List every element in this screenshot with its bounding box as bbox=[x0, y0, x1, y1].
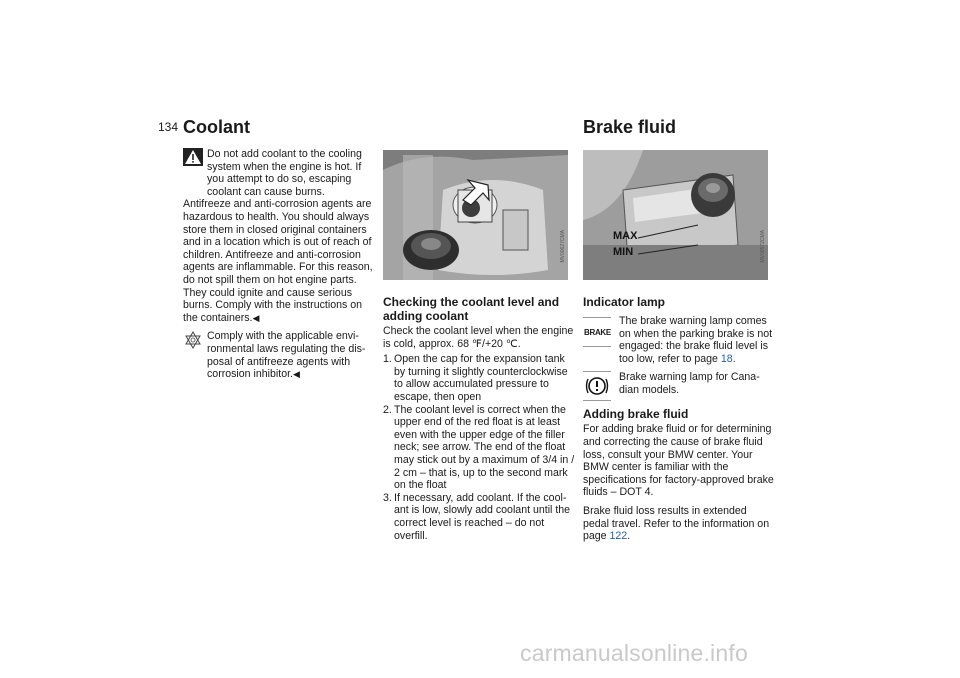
warning-text-2 bbox=[183, 198, 373, 324]
warning-triangle-icon bbox=[183, 148, 203, 166]
brake-warning-circle-icon bbox=[583, 372, 611, 400]
step-text: Open the cap for the expansion tank by turning it slightly counterclockwise to allow accumulated pressure to escape, then open bbox=[394, 353, 568, 403]
page-link-18[interactable]: 18 bbox=[720, 352, 733, 365]
step-item bbox=[383, 492, 575, 542]
coolant-image-code: MV00627CMA bbox=[560, 230, 566, 263]
min-label: MIN bbox=[613, 246, 634, 258]
step-item bbox=[383, 404, 575, 492]
step-number: 3. bbox=[383, 491, 392, 504]
brake-lamp-box bbox=[583, 317, 611, 347]
max-label: MAX bbox=[613, 230, 638, 242]
page-number: 134 bbox=[158, 120, 179, 134]
loss-text-b: . bbox=[627, 530, 631, 543]
checking-heading: Checking the coolant level and adding coolant bbox=[383, 295, 560, 323]
indicator-note bbox=[583, 315, 775, 365]
indicator-heading: Indicator lamp bbox=[583, 295, 666, 309]
indicator-text-a: The brake warning lamp comes on when the parking brake is not engaged: the brake fluid level is too low, refer to page bbox=[619, 315, 773, 365]
brake-reservoir-illustration bbox=[583, 150, 768, 280]
loss-text-a: Brake fluid loss results in extended pedal travel. Refer to the information on page bbox=[583, 504, 770, 543]
canada-note bbox=[583, 371, 775, 401]
environment-text bbox=[183, 330, 373, 380]
end-mark: ◀ bbox=[252, 312, 260, 323]
warning-text-2-body: Antifreeze and anti-corrosion agents are hazardous to health. You should always store them in closed original containers and in a location which is out of reach of children. Antifreeze and anti-corrosion agents are inflammable. For this reason, do not spill them on hot engine parts. They could ignite and cause serious burns. Comply with the instructions on the containers. bbox=[183, 198, 373, 324]
adding-heading: Adding brake fluid bbox=[583, 407, 689, 422]
coolant-column bbox=[183, 148, 373, 381]
canada-lamp-box bbox=[583, 371, 611, 401]
checking-column bbox=[383, 295, 575, 542]
canada-text: Brake warning lamp for Canadian models. bbox=[619, 371, 760, 396]
brake-column bbox=[583, 295, 775, 543]
indicator-text-b: . bbox=[732, 352, 736, 365]
step-item bbox=[383, 353, 575, 403]
brake-fluid-title: Brake fluid bbox=[583, 117, 677, 137]
adding-text: For adding brake fluid or for determining and correcting the cause of brake fluid loss, consult your BMW center. Your BMW center is familiar with the specifications for factory-approved brake fluids – DOT 4. bbox=[583, 423, 774, 499]
brake-reservoir-photo bbox=[583, 150, 768, 280]
warning-text-1: Do not add coolant to the cooling system when the engine is hot. If you attempt to do so, escaping coolant can cause burns. bbox=[207, 148, 362, 198]
indicator-text bbox=[583, 315, 775, 365]
warning-note bbox=[183, 148, 373, 198]
loss-text bbox=[583, 505, 775, 543]
coolant-tank-photo bbox=[383, 150, 568, 280]
brake-lamp-icon: BRAKE bbox=[584, 328, 611, 337]
page-link-122[interactable]: 122 bbox=[609, 530, 628, 543]
checking-intro: Check the coolant level when the engine is cold, approx. 68 ℉/+20 ℃. bbox=[383, 325, 574, 350]
watermark: carmanualsonline.info bbox=[520, 640, 748, 666]
coolant-title: Coolant bbox=[183, 117, 250, 137]
step-text: The coolant level is correct when the upper end of the red float is at least even with the upper edge of the filler neck; see arrow. The end of the float may stick out by a maximum of 3/4 in / 2 cm – that is, up to the second mark on the float bbox=[394, 403, 575, 492]
step-number: 2. bbox=[383, 403, 392, 416]
brake-image-code: MV00572CMA bbox=[760, 230, 766, 263]
environment-text-body: Comply with the applicable environmental laws regulating the disposal of antifreeze agents with corrosion inhibitor. bbox=[207, 330, 366, 381]
end-mark-env: ◀ bbox=[292, 369, 300, 380]
checking-steps bbox=[383, 353, 575, 542]
recycling-icon bbox=[183, 330, 203, 350]
step-number: 1. bbox=[383, 353, 392, 366]
coolant-tank-illustration bbox=[383, 150, 568, 280]
environment-note bbox=[183, 330, 373, 380]
step-text: If necessary, add coolant. If the coolant is low, slowly add coolant until the correct level is reached – do not overfill. bbox=[394, 491, 571, 542]
